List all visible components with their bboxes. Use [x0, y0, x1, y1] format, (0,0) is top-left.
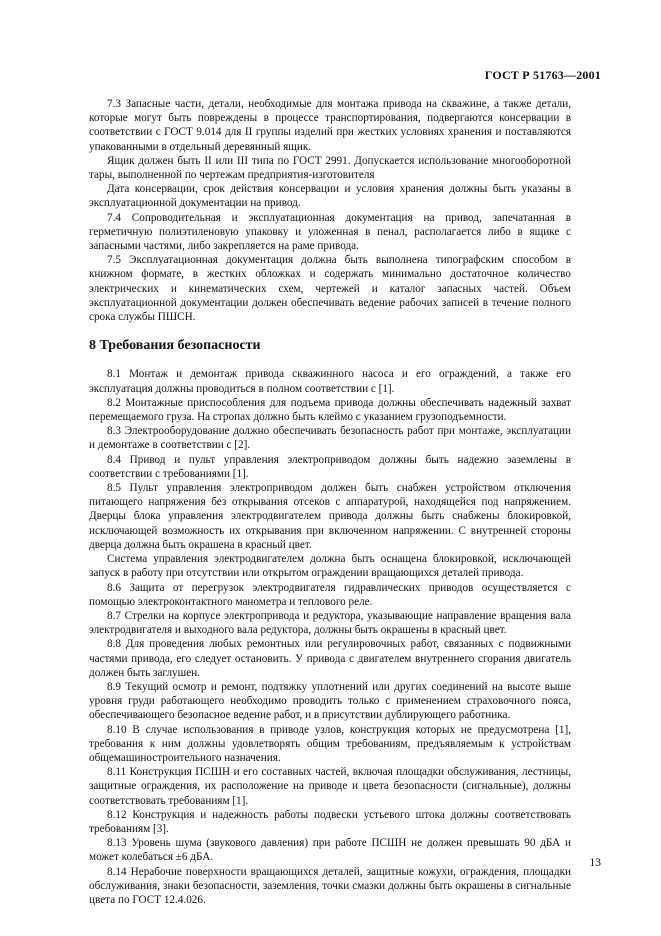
paragraph-8-3: 8.3 Электрооборудование должно обеспечивать безопасность работ при монтаже, эксплуатации и демонтаже в соответствии с [2]. [89, 425, 571, 452]
paragraph-7-3-date: Дата консервации, срок действия консервации и условия хранения должны быть указаны в эксплуатационной документации на привод. [89, 183, 571, 210]
paragraph-8-4: 8.4 Привод и пульт управления электроприводом должны быть надежно заземлены в соответствии с требованиями [1]. [89, 453, 571, 480]
paragraph-8-9: 8.9 Текущий осмотр и ремонт, подтяжку уплотнений или других соединений на высоте выше уровня груди работающего необходимо проводить только с применением страховочного пояса, обеспечивающего безопасное ведение работ, и в присутствии дублирующего работника. [89, 680, 571, 722]
paragraph-8-7: 8.7 Стрелки на корпусе электропривода и редуктора, указывающие направление вращения вала электродвигателя и выходного вала редуктора, должны быть окрашены в красный цвет. [89, 609, 571, 637]
paragraph-7-3-box: Ящик должен быть II или III типа по ГОСТ 2991. Допускается использование многооборотной тары, выполненной по чертежам предприятия-изготовителя [89, 154, 571, 182]
section-8-heading: 8 Требования безопасности [89, 338, 261, 354]
document-header-id: ГОСТ Р 51763—2001 [484, 68, 601, 82]
paragraph-8-8: 8.8 Для проведения любых ремонтных или регулировочных работ, связанных с подвижными частями привода, его следует остановить. У привода с двигателем внутреннего сгорания двигатель должен быть заглушен. [89, 638, 571, 679]
paragraph-8-11: 8.11 Конструкция ПСШН и его составных частей, включая площадки обслуживания, лестницы, защитные ограждения, их расположение на приводе и цвета безопасности (сигнальные), должны соответствовать требованиям [1]. [89, 766, 571, 807]
paragraph-7-4: 7.4 Сопроводительная и эксплуатационная документация на привод, запечатанная в герметичную полиэтиленовую упаковку и уложенная в пенал, располагается либо в ящике с запасными частями, либо закрепляется на раме привода. [89, 211, 571, 253]
paragraph-8-6: 8.6 Защита от перегрузок электродвигателя гидравлических приводов осуществляется с помощью электроконтактного манометра и теплового реле. [89, 581, 571, 608]
page-content [89, 97, 571, 907]
paragraph-8-12: 8.12 Конструкция и надежность работы подвески устьевого штока должны соответствовать требованиям [3]. [89, 808, 571, 835]
page-number: 13 [589, 857, 601, 869]
paragraph-7-5: 7.5 Эксплуатационная документация должна быть выполнена типографским способом в книжном формате, в жестких обложках и содержать минимально достаточное количество электрических и кинематических схем, чертежей и каталог запасных частей. Объем эксплуатационной документации должен обеспечивать ведение рабочих записей в течение полного срока службы ПШСН. [89, 254, 571, 324]
paragraph-8-13: 8.13 Уровень шума (звукового давления) при работе ПСШН не должен превышать 90 дБА и может колебаться ±6 дБА. [89, 837, 571, 864]
paragraph-8-1: 8.1 Монтаж и демонтаж привода скважинного насоса и его ограждений, а также его эксплуатация должны проводиться в полном соответствии с [1]. [89, 368, 571, 395]
paragraph-8-2: 8.2 Монтажные приспособления для подъема привода должны обеспечивать надежный захват перемещаемого груза. На стропах должно быть клеймо с указанием грузоподъемности. [89, 396, 571, 424]
paragraph-8-10: 8.10 В случае использования в приводе узлов, конструкция которых не предусмотрена [1], требования к ним должны удовлетворять общим требованиям, предъявляемым к устройствам общемашиностроительного назначения. [89, 723, 571, 764]
paragraph-7-3: 7.3 Запасные части, детали, необходимые для монтажа привода на скважине, а также детали, которые могут быть повреждены в процессе транспортирования, подвергаются консервации в соответствии с ГОСТ 9.014 для II группы изделий при жестких условиях хранения и поставляются упакованными в отдельный деревянный ящик. [89, 98, 571, 153]
paragraph-8-5: 8.5 Пульт управления электроприводом должен быть снабжен устройством отключения питающего напряжения без открывания отсеков с аппаратурой, находящейся под напряжением. Дверцы блока управления электродвигателем привода должны быть снабжены блокировкой, исключающей возможность их открывания при включенном напряжении. С внутренней стороны дверца должна быть окрашена в красный цвет. [89, 482, 571, 551]
paragraph-8-5-control: Система управления электродвигателем должна быть оснащена блокировкой, исключающей запуск в работу при отсутствии или открытом ограждении вращающихся деталей привода. [89, 553, 571, 580]
paragraph-8-14: 8.14 Нерабочие поверхности вращающихся деталей, защитные кожухи, ограждения, площадки обслуживания, знаки безопасности, заземления, точки смазки должны быть окрашены в сигнальные цвета по ГОСТ 12.4.026. [89, 865, 571, 906]
